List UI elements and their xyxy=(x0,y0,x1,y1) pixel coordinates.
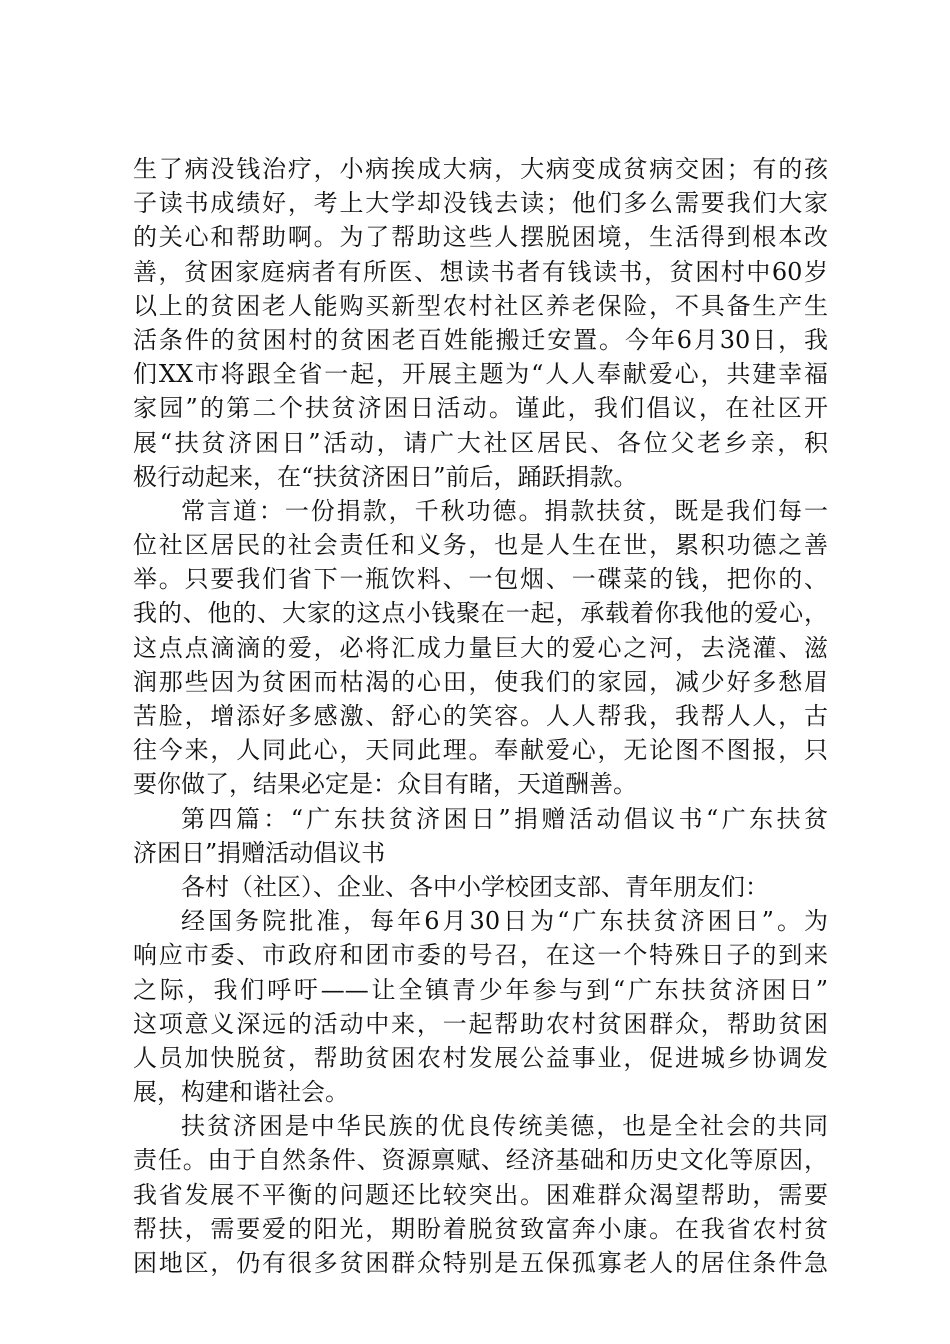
text-line: 常言道：一份捐款，千秋功德。捐款扶贫，既是我们每一 xyxy=(181,496,828,525)
text-line: 经国务院批准，每年6月30日为“广东扶贫济困日”。为 xyxy=(181,907,828,936)
text-line: 这点点滴滴的爱，必将汇成力量巨大的爱心之河，去浇灌、滋 xyxy=(133,633,828,662)
text-line: 展，构建和谐社会。 xyxy=(133,1078,349,1107)
text-line: 子读书成绩好，考上大学却没钱去读；他们多么需要我们大家 xyxy=(133,189,828,218)
text-line: 这项意义深远的活动中来，一起帮助农村贫困群众，帮助贫困 xyxy=(133,1009,828,1038)
text-line: 润那些因为贫困而枯渴的心田，使我们的家园，减少好多愁眉 xyxy=(133,667,828,696)
text-line: 帮扶，需要爱的阳光，期盼着脱贫致富奔小康。在我省农村贫 xyxy=(133,1214,828,1243)
text-line: 的关心和帮助啊。为了帮助这些人摆脱困境，生活得到根本改 xyxy=(133,223,828,252)
text-line: 响应市委、市政府和团市委的号召，在这一个特殊日子的到来 xyxy=(133,941,828,970)
text-line: 极行动起来，在“扶贫济困日”前后，踊跃捐款。 xyxy=(133,462,638,491)
text-line: 人员加快脱贫，帮助贫困农村发展公益事业，促进城乡协调发 xyxy=(133,1043,828,1072)
text-line: 生了病没钱治疗，小病挨成大病，大病变成贫病交困；有的孩 xyxy=(133,155,828,183)
text-line: 活条件的贫困村的贫困老百姓能搬迁安置。今年6月30日，我 xyxy=(133,325,828,354)
text-line: 要你做了，结果必定是：众目有睹，天道酬善。 xyxy=(133,770,637,799)
text-line: 第四篇：“广东扶贫济困日”捐赠活动倡议书“广东扶贫 xyxy=(181,804,828,833)
text-line: 家园”的第二个扶贫济困日活动。谨此，我们倡议，在社区开 xyxy=(133,394,828,423)
text-line: 我省发展不平衡的问题还比较突出。困难群众渴望帮助，需要 xyxy=(133,1180,828,1209)
text-line: 各村（社区）、企业、各中小学校团支部、青年朋友们： xyxy=(181,872,769,901)
document-body xyxy=(133,152,828,1280)
text-line: 们XX市将跟全省一起，开展主题为“人人奉献爱心，共建幸福 xyxy=(133,360,828,389)
text-line: 位社区居民的社会责任和义务，也是人生在世，累积功德之善 xyxy=(133,531,828,560)
text-line: 举。只要我们省下一瓶饮料、一包烟、一碟菜的钱，把你的、 xyxy=(133,565,828,594)
text-line: 善，贫困家庭病者有所医、想读书者有钱读书，贫困村中60岁 xyxy=(133,257,828,286)
text-line: 之际，我们呼吁——让全镇青少年参与到“广东扶贫济困日” xyxy=(133,975,828,1004)
text-line: 责任。由于自然条件、资源禀赋、经济基础和历史文化等原因， xyxy=(133,1146,828,1175)
text-line: 苦脸，增添好多感激、舒心的笑容。人人帮我，我帮人人，古 xyxy=(133,702,828,730)
text-line: 以上的贫困老人能购买新型农村社区养老保险，不具备生产生 xyxy=(133,291,828,320)
text-line: 展“扶贫济困日”活动，请广大社区居民、各位父老乡亲，积 xyxy=(133,428,828,457)
text-line: 我的、他的、大家的这点小钱聚在一起，承载着你我他的爱心， xyxy=(133,599,828,628)
text-line: 往今来，人同此心，天同此理。奉献爱心，无论图不图报，只 xyxy=(133,736,828,765)
text-line: 困地区，仍有很多贫困群众特别是五保孤寡老人的居住条件急 xyxy=(133,1249,828,1277)
text-line: 济困日”捐赠活动倡议书 xyxy=(133,838,386,867)
text-line: 扶贫济困是中华民族的优良传统美德，也是全社会的共同 xyxy=(181,1112,828,1141)
